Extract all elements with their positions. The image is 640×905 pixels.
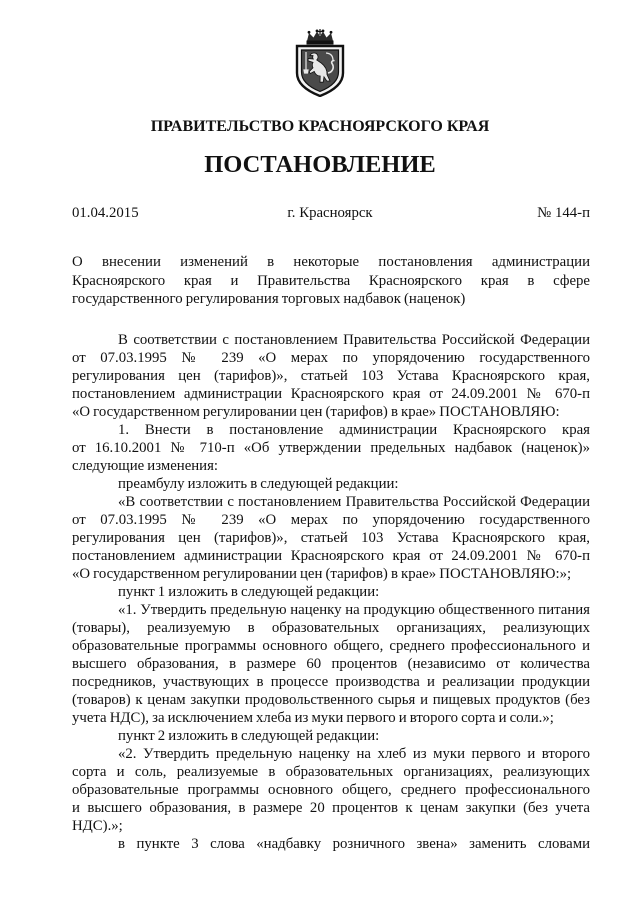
paragraph-line: «О государственном регулировании цен (тарифов) в крае» ПОСТАНОВЛЯЮ:»; [72, 566, 572, 582]
paragraph-line: учета НДС), за исключением хлеба из муки первого и второго сорта и соли.»; [72, 710, 554, 726]
paragraph-line: от 16.10.2001 № 710-п «Об утверждении предельных надбавок (наценок)» [72, 440, 590, 456]
document-number: № 144-п [537, 205, 590, 221]
paragraph-line: 1. Внести в постановление администрации Красноярского края [118, 422, 590, 438]
title-line: О внесении изменений в некоторые постановления администрации [72, 254, 590, 270]
paragraph-line: «1. Утвердить предельную наценку на продукцию общественного питания [118, 602, 590, 618]
crown-icon [307, 29, 334, 45]
body-paragraph [72, 745, 590, 835]
document-body [72, 331, 590, 853]
paragraph-line: сорта и соль, реализуемые в образовательных организациях, реализующих [72, 764, 590, 780]
paragraph-line: (товаров) к ценам закупки продовольственного сырья и пищевых продуктов (без [72, 692, 590, 708]
paragraph-line: пункт 2 изложить в следующей редакции: [118, 728, 380, 744]
document-title [72, 253, 590, 309]
body-paragraph [72, 475, 590, 493]
paragraph-line: НДС).»; [72, 818, 123, 834]
document-type-heading: ПОСТАНОВЛЕНИЕ [204, 151, 436, 178]
body-paragraph [72, 835, 590, 853]
document-date: 01.04.2015 [72, 205, 139, 221]
body-paragraph [72, 601, 590, 727]
body-paragraph [72, 331, 590, 421]
paragraph-line: «2. Утвердить предельную наценку на хлеб из муки первого и второго [118, 746, 590, 762]
paragraph-line: постановлением администрации Красноярского края от 24.09.2001 № 670-п [72, 386, 590, 402]
paragraph-line: постановлением администрации Красноярского края от 24.09.2001 № 670-п [72, 548, 590, 564]
paragraph-line: от 07.03.1995 № 239 «О мерах по упорядочению государственного [72, 512, 590, 528]
paragraph-line: пункт 1 изложить в следующей редакции: [118, 584, 380, 600]
coat-of-arms-icon [291, 29, 349, 97]
paragraph-line: от 07.03.1995 № 239 «О мерах по упорядочению государственного [72, 350, 590, 366]
paragraph-line: «В соответствии с постановлением Правительства Российской Федерации [118, 494, 590, 510]
body-paragraph [72, 421, 590, 475]
paragraph-line: преамбулу изложить в следующей редакции: [118, 476, 399, 492]
paragraph-line: образовательные программы основного общего, среднего профессионального и [72, 638, 590, 654]
paragraph-line: следующие изменения: [72, 458, 219, 474]
body-paragraph [72, 583, 590, 601]
paragraph-line: (товары), реализуемую в образовательных организациях, реализующих [72, 620, 590, 636]
document-city: г. Красноярск [287, 205, 373, 221]
title-line: государственного регулирования торговых надбавок (наценок) [72, 291, 466, 307]
title-line: Красноярского края и Правительства Красноярского края в сфере [72, 272, 590, 289]
paragraph-line: регулирования цен (тарифов)», статьей 103 Устава Красноярского края, [72, 530, 590, 546]
body-paragraph [72, 493, 590, 583]
paragraph-line: «О государственном регулировании цен (тарифов) в крае» ПОСТАНОВЛЯЮ: [72, 404, 560, 420]
issuing-authority: ПРАВИТЕЛЬСТВО КРАСНОЯРСКОГО КРАЯ [150, 118, 490, 135]
paragraph-line: образовательные программы основного общего, среднего профессионального [72, 782, 590, 798]
paragraph-line: В соответствии с постановлением Правительства Российской Федерации [118, 332, 590, 348]
body-paragraph [72, 727, 590, 745]
paragraph-line: регулирования цен (тарифов)», статьей 103 Устава Красноярского края, [72, 368, 590, 384]
paragraph-line: и высшего образования, в размере 20 процентов к ценам закупки (без учета [72, 800, 590, 816]
paragraph-line: в пункте 3 слова «надбавку розничного звена» заменить словами [118, 836, 590, 852]
paragraph-line: посредников, участвующих в процессе производства и реализации продукции [72, 674, 590, 690]
paragraph-line: высшего образования, в размере 60 процентов (независимо от количества [72, 656, 590, 672]
